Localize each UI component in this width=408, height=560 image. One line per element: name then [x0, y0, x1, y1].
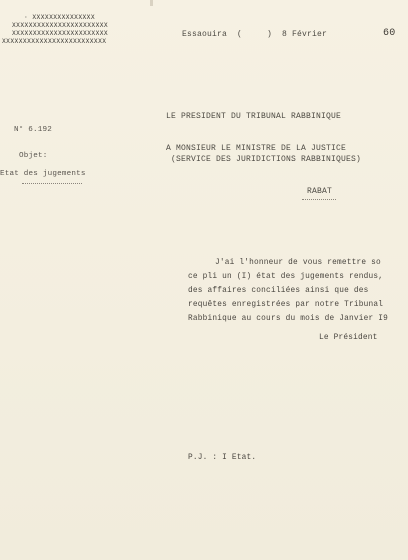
city-underline [302, 199, 336, 200]
letterhead-redacted-line-1: · XXXXXXXXXXXXXXX [24, 14, 96, 21]
top-mark [150, 0, 153, 6]
city: RABAT [307, 187, 333, 196]
sender: LE PRESIDENT DU TRIBUNAL RABBINIQUE [166, 112, 342, 121]
letterhead-redacted-line-2: XXXXXXXXXXXXXXXXXXXXXXX [12, 22, 109, 29]
enclosure: P.J. : I Etat. [188, 454, 257, 462]
place-date: Essaouira ( ) 8 Février [182, 30, 328, 39]
body-line-3: des affaires conciliées ainsi que des [188, 287, 369, 295]
subject-text: Etat des jugements [0, 170, 86, 178]
body-line-2: ce pli un (I) état des jugements rendus, [188, 273, 384, 281]
recipient-line-1: A MONSIEUR LE MINISTRE DE LA JUSTICE [166, 144, 347, 153]
letterhead-redacted-line-4: XXXXXXXXXXXXXXXXXXXXXXXXX [2, 38, 107, 45]
page-number: 60 [383, 28, 396, 39]
reference-number: N° 6.192 [14, 126, 53, 134]
recipient-line-2: (SERVICE DES JURIDICTIONS RABBINIQUES) [171, 155, 362, 164]
signature: Le Président [319, 334, 378, 342]
letterhead-redacted-line-3: XXXXXXXXXXXXXXXXXXXXXXX [12, 30, 109, 37]
subject-underline [22, 183, 82, 184]
subject-label: Objet: [19, 152, 48, 160]
body-line-4: requêtes enregistrées par notre Tribunal [188, 301, 384, 309]
body-line-5: Rabbinique au cours du mois de Janvier I9 [188, 315, 389, 323]
body-line-1: J'ai l'honneur de vous remettre so [215, 259, 381, 267]
